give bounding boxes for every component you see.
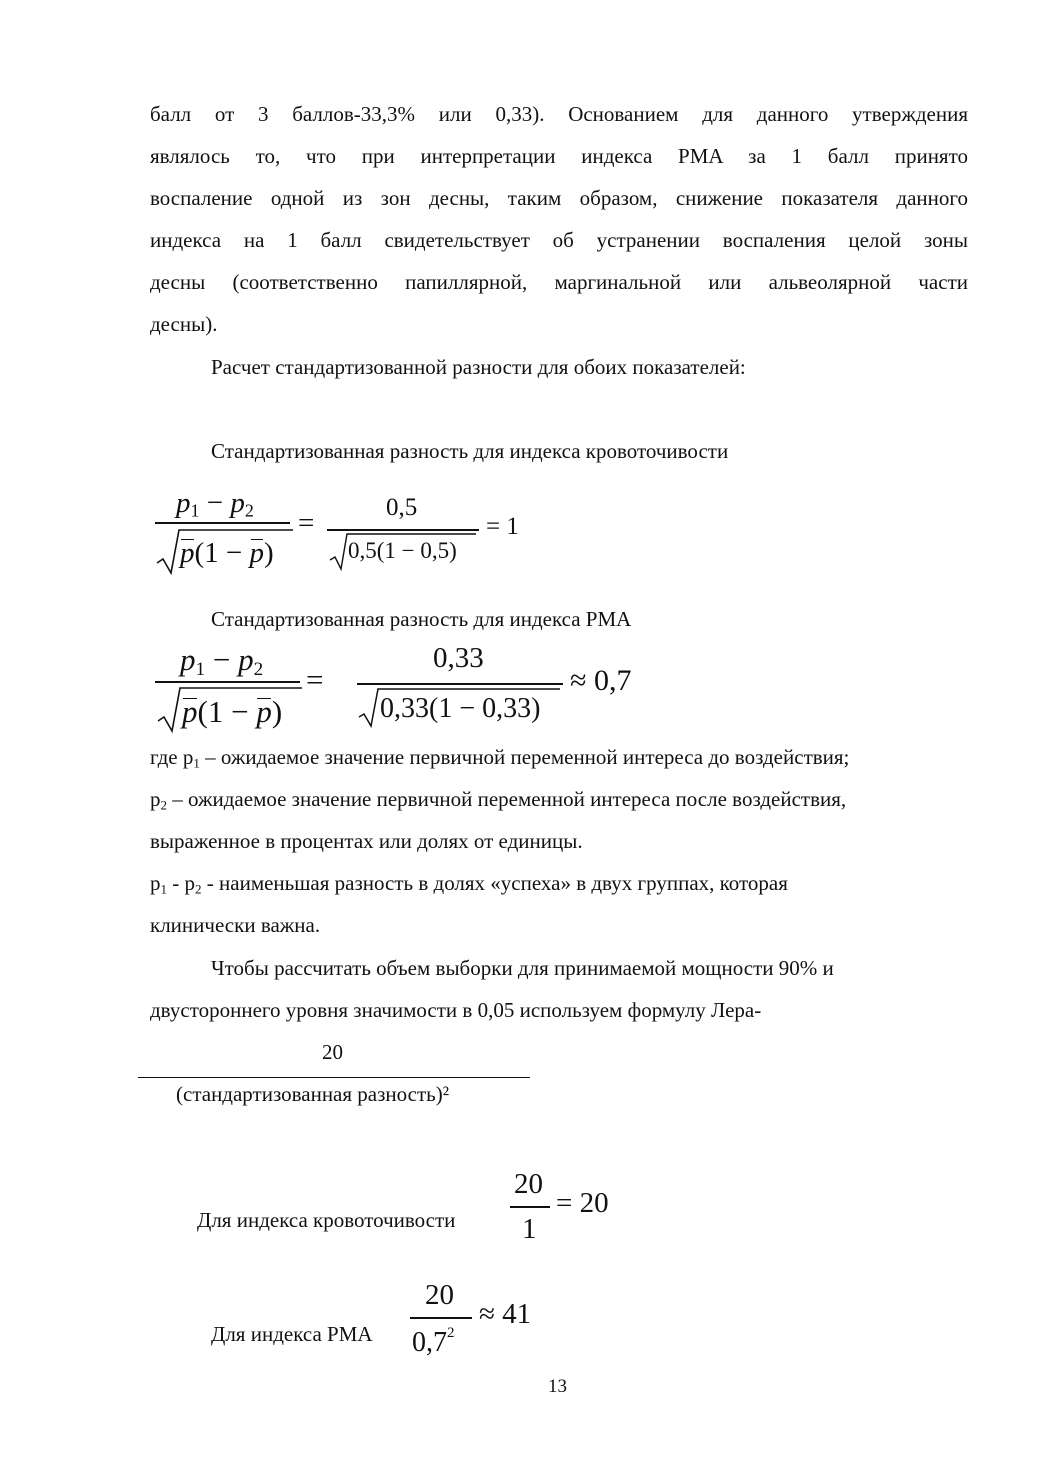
calc-heading: Расчет стандартизованной разности для обоих показателей:	[211, 355, 746, 379]
definition-line: где $p_1$ – ожидаемое значение первичной переменной интереса до воздействия;	[150, 745, 850, 771]
formula-value-denominator: 0,33(1 − 0,33)	[380, 693, 541, 724]
formula-result: = 20	[556, 1187, 609, 1219]
sample-size-line: двустороннего уровня значимости в 0,05 используем формулу Лера-	[150, 998, 762, 1022]
formula-numerator: $p_1 - p_2$	[180, 642, 264, 680]
bleeding-heading: Стандартизованная разность для индекса кровоточивости	[211, 439, 729, 463]
paragraph-line: десны).	[150, 312, 218, 336]
formula-result: ≈ 41	[479, 1298, 532, 1330]
page-number: 13	[548, 1376, 567, 1397]
equals-sign: =	[298, 507, 315, 539]
fraction-bar	[155, 681, 300, 683]
fraction-bar	[410, 1317, 472, 1319]
sample-size-line: Чтобы рассчитать объем выборки для принимаемой мощности 90% и	[211, 956, 834, 980]
definition-line: $p_2$ – ожидаемое значение первичной переменной интереса после воздействия,	[150, 787, 847, 813]
lehr-numerator: 20	[322, 1040, 343, 1064]
formula-result: ≈ 0,7	[570, 664, 632, 697]
fraction-bar	[510, 1206, 550, 1208]
fraction-bar	[138, 1077, 530, 1078]
equals-sign: =	[306, 662, 324, 697]
paragraph-line: десны (соответственно папиллярной, маргинальной или альвеолярной части	[150, 270, 968, 294]
formula-value-numerator: 0,33	[433, 642, 484, 674]
fraction-denominator: $0,7^2$	[412, 1325, 455, 1358]
formula-result: = 1	[486, 513, 519, 540]
fraction-numerator: 20	[514, 1168, 543, 1200]
pma-heading: Стандартизованная разность для индекса PMA	[211, 607, 632, 631]
definition-line: выраженное в процентах или долях от единицы.	[150, 829, 583, 853]
fraction-bar	[357, 683, 563, 685]
lehr-denominator: (стандартизованная разность)²	[176, 1082, 450, 1106]
paragraph-line: балл от 3 баллов-33,3% или 0,33). Основанием для данного утверждения	[150, 102, 968, 126]
fraction-numerator: 20	[425, 1279, 454, 1311]
fraction-bar	[155, 522, 290, 524]
definition-line: $p_1 - p_2$ - наименьшая разность в долях «успеха» в двух группах, которая	[150, 871, 788, 897]
fraction-denominator: 1	[522, 1213, 537, 1245]
paragraph-line: воспаление одной из зон десны, таким образом, снижение показателя данного	[150, 186, 968, 210]
pma-label: Для индекса PMA	[211, 1322, 373, 1346]
formula-denominator: p(1 − p)	[180, 537, 274, 569]
paragraph-line: индекса на 1 балл свидетельствует об устранении воспаления целой зоны	[150, 228, 968, 252]
formula-value-numerator: 0,5	[386, 494, 418, 521]
formula-numerator: $p_1 - p_2$	[176, 487, 254, 521]
formula-denominator: p(1 − p)	[182, 694, 283, 729]
paragraph-line: являлось то, что при интерпретации индекса PMA за 1 балл принято	[150, 144, 968, 168]
bleeding-label: Для индекса кровоточивости	[197, 1208, 456, 1232]
definition-line: клинически важна.	[150, 913, 321, 937]
formula-value-denominator: 0,5(1 − 0,5)	[348, 538, 457, 563]
